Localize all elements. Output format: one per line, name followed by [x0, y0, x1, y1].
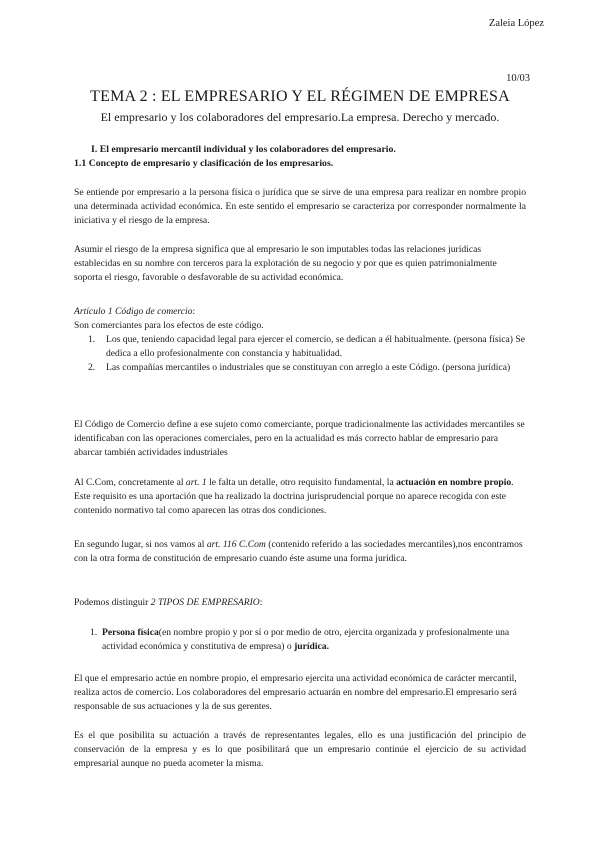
list-item-text: Los que, teniendo capacidad legal para ejercer el comercio, se dedican a él habitualmente. (persona física) Se dedica a ello profesionalmente con constancia y habitualidad.	[106, 334, 525, 359]
list-item-number: 1.	[88, 334, 96, 345]
article-reference: art. 1	[185, 477, 207, 488]
article-items-list	[74, 333, 526, 375]
document-date: 10/03	[506, 73, 530, 84]
paragraph-text: Se entiende por empresario a la persona física o jurídica que se sirve de una empresa para realizar en nombre propio una determinada actividad económica. En este sentido el empresario se caracteriza por corresponder normalmente la iniciativa y el riesgo de la empresa.	[74, 187, 526, 226]
paragraph-text	[74, 476, 526, 518]
paragraph-own-name	[74, 476, 526, 518]
section-heading-1: I. El empresario mercantil individual y los colaboradores del empresario.	[91, 144, 396, 155]
emphasis-text: 2 TIPOS DE EMPRESARIO	[150, 597, 260, 608]
text-run: Al C.Com, concretamente al	[74, 477, 186, 488]
paragraph-representatives	[74, 729, 526, 771]
list-item-text: (en nombre propio y por sí o por medio de otro, ejercita organizada y profesionalmente una actividad económica y constitutiva de empresa) o	[102, 627, 510, 652]
paragraph-art-116	[74, 538, 526, 566]
list-item-number: 1.	[90, 627, 98, 638]
text-run: (contenido referido a las sociedades mercantiles),nos encontramos con la otra forma de constitución de empresario cuando éste asume una forma jurídica.	[74, 539, 523, 564]
paragraph-risk	[74, 243, 526, 285]
page-title: TEMA 2 : EL EMPRESARIO Y EL RÉGIMEN DE EMPRESA	[90, 88, 510, 105]
paragraph-text: Asumir el riesgo de la empresa significa que al empresario le son imputables todas las relaciones jurídicas establecidas en su nombre con terceros para la explotación de su negocio y por que es quien patrimonialmente soporta el riesgo, favorable o desfavorable de su actividad económica.	[74, 244, 497, 283]
text-run: Podemos distinguir	[74, 597, 151, 608]
article-title: Artículo 1 Código de comercio	[74, 306, 193, 317]
article-reference: art. 116 C.Com	[206, 539, 266, 550]
paragraph-text: Es el que posibilita su actuación a través de representantes legales, ello es una justificación del principio de conservación de la empresa y es lo que posibilitará que un empresario continúe el ejercicio de su actividad empresarial aunque no pueda acometer la misma.	[74, 730, 526, 769]
list-item-text: Las compañías mercantiles o industriales que se constituyan con arreglo a este Código. (persona jurídica)	[106, 362, 511, 373]
article-title-colon: :	[192, 306, 196, 317]
paragraph-own-name-acts	[74, 672, 526, 714]
article-1-block	[74, 305, 526, 375]
section-heading-1-1: 1.1 Concepto de empresario y clasificación de los empresarios.	[74, 158, 334, 169]
paragraph-text	[74, 596, 526, 610]
list-item	[74, 361, 526, 375]
paragraph-text: El que el empresario actúe en nombre propio, el empresario ejercita una actividad económica de carácter mercantil, realiza actos de comercio. Los colaboradores del empresario actuarán en nombre del empresario.El empresario será responsable de sus actuaciones y la de sus gerentes.	[74, 673, 517, 712]
list-item-number: 2.	[88, 362, 96, 373]
text-run: le falta un detalle, otro requisito fundamental, la	[206, 477, 397, 488]
article-intro: Son comerciantes para los efectos de este código.	[74, 320, 264, 331]
article-title-line	[74, 305, 526, 319]
types-list-items	[74, 626, 526, 654]
paragraph-text	[74, 538, 526, 566]
types-list	[74, 626, 526, 654]
list-item	[74, 626, 526, 654]
page-subtitle: El empresario y los colaboradores del empresario.La empresa. Derecho y mercado.	[100, 110, 500, 124]
emphasis-text: jurídica.	[294, 641, 329, 652]
paragraph-types-intro	[74, 596, 526, 610]
emphasis-text: Persona física	[102, 627, 159, 638]
author-name: Zaleia López	[488, 18, 544, 29]
paragraph-definition	[74, 186, 526, 228]
paragraph-text: El Código de Comercio define a ese sujeto como comerciante, porque tradicionalmente las actividades mercantiles se identificaban con las operaciones comerciales, pero en la actualidad es más correcto hablar de empresario para abarcar también actividades industriales	[74, 419, 525, 458]
text-run: . Este requisito es una aportación que ha realizado la doctrina jurisprudencial porque no aparece recogida con este contenido normativo tal como aparecen las otras dos condiciones.	[74, 477, 514, 516]
text-run: :	[259, 597, 263, 608]
list-item	[74, 333, 526, 361]
emphasis-text: actuación en nombre propio	[396, 477, 512, 488]
paragraph-commerce-code	[74, 418, 526, 460]
text-run: En segundo lugar, si nos vamos al	[74, 539, 207, 550]
